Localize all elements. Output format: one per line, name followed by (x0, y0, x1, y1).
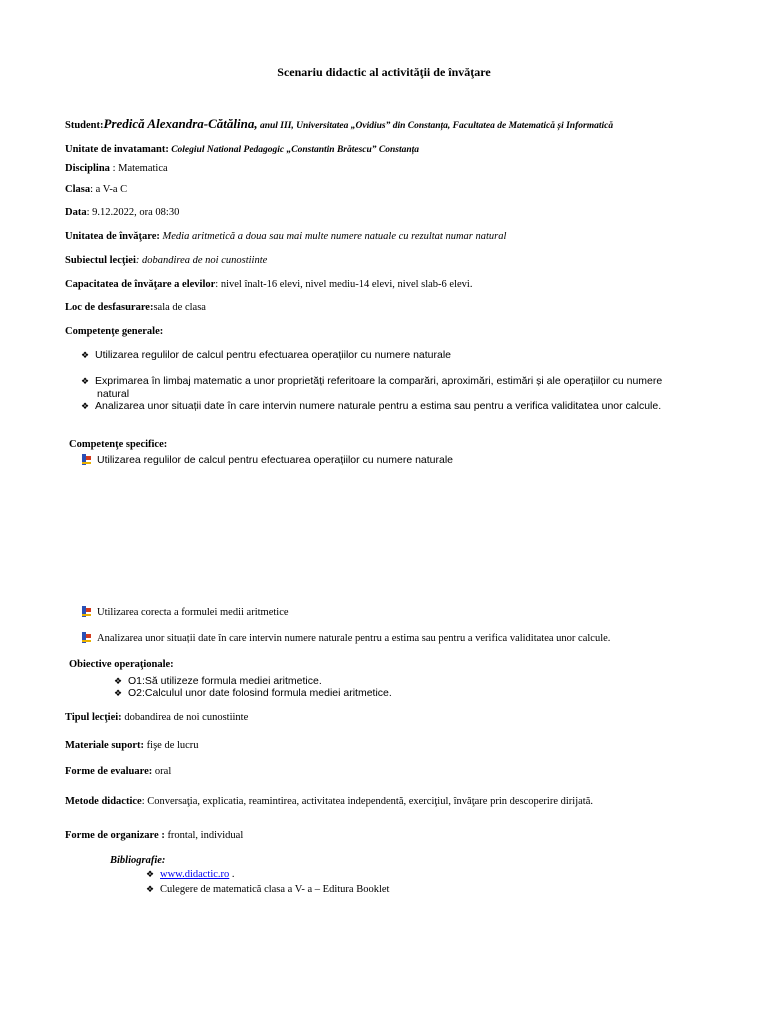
subiectul-value: : dobandirea de noi cunostiinte (135, 255, 268, 266)
student-line (65, 115, 613, 133)
tipul-label: Tipul lecţiei: (65, 712, 122, 723)
materiale-value: fişe de lucru (144, 740, 199, 751)
competente-generale-text: Exprimarea în limbaj matematic a unor proprietăți referitoare la comparări, aproximări, estimări și ale operațiilor cu numere (95, 375, 663, 387)
bibliografie-text: Culegere de matematică clasa a V- a – Editura Booklet (160, 884, 390, 895)
forme-organizare-value: frontal, individual (164, 830, 244, 841)
metode-line (65, 796, 593, 807)
data-label: Data (65, 207, 87, 218)
clasa-label: Clasa (65, 184, 91, 195)
competente-generale-item (81, 375, 662, 387)
metode-label: Metode didactice (65, 796, 142, 807)
tipul-value: dobandirea de noi cunostiinte (121, 712, 249, 723)
forme-evaluare-line (65, 766, 171, 777)
obiective-heading: Obiective operaţionale: (69, 659, 174, 670)
unitatea-invatare-label: Unitatea de învăţare: (65, 231, 160, 242)
competente-generale-continuation: natural (97, 388, 130, 400)
loc-line (65, 302, 206, 313)
unitate-invatamant-value: Colegiul National Pedagogic „Constantin Brătescu” Constanța (168, 145, 420, 155)
unitate-invatamant-line (65, 139, 419, 157)
disciplina-value: : Matematica (109, 163, 168, 174)
competente-specifice-item (81, 454, 453, 466)
competente-specifice-text: Utilizarea regulilor de calcul pentru efectuarea operațiilor cu numere naturale (97, 454, 454, 466)
bibliografie-item (146, 869, 235, 880)
page-title: Scenariu didactic al activităţii de învăţare (277, 65, 491, 79)
flag-bullet-icon (81, 453, 97, 465)
forme-organizare-label: Forme de organizare : (65, 830, 165, 841)
materiale-line (65, 740, 199, 751)
loc-value: sala de clasa (153, 302, 206, 313)
obiective-text: O1:Să utilizeze formula mediei aritmetice. (128, 675, 322, 687)
unitate-invatamant-label: Unitate de invatamant: (65, 144, 169, 155)
bibliografie-heading: Bibliografie: (110, 855, 166, 866)
forme-evaluare-label: Forme de evaluare: (65, 766, 153, 777)
data-line (65, 207, 179, 218)
data-value: : 9.12.2022, ora 08:30 (86, 207, 180, 218)
capacitatea-line (65, 279, 472, 290)
competente-specifice-text: Analizarea unor situații date în care intervin numere naturale pentru a estima sau pentru a verifica validitatea unor calcule. (97, 633, 611, 644)
materiale-label: Materiale suport: (65, 740, 145, 751)
bibliografie-item (146, 884, 389, 895)
obiective-item (114, 687, 392, 699)
student-name: Predică Alexandra-Cătălina, (103, 116, 258, 131)
loc-label: Loc de desfasurare: (65, 302, 154, 313)
unitatea-invatare-line (65, 231, 506, 242)
clasa-value: : a V-a C (90, 184, 128, 195)
competente-generale-heading: Competenţe generale: (65, 326, 164, 337)
diamond-bullet-icon: ❖ (114, 688, 123, 698)
student-details: anul III, Universitatea „Ovidius” din Constanța, Facultatea de Matematică și Informatică (257, 121, 614, 131)
metode-value: : Conversaţia, explicatia, reamintirea, activitatea independentă, exerciţiul, învăţare prin descoperire dirijată. (141, 796, 593, 807)
obiective-item (114, 675, 322, 687)
diamond-bullet-icon: ❖ (114, 676, 123, 686)
diamond-bullet-icon: ❖ (146, 869, 155, 879)
student-label: Student: (65, 120, 104, 131)
competente-specifice-item (81, 607, 289, 618)
forme-evaluare-value: oral (152, 766, 172, 777)
didactic-link[interactable]: www.didactic.ro (160, 869, 230, 880)
forme-organizare-line (65, 830, 243, 841)
competente-generale-text: Utilizarea regulilor de calcul pentru efectuarea operațiilor cu numere naturale (95, 349, 452, 361)
unitatea-invatare-value: Media aritmetică a doua sau mai multe numere natuale cu rezultat numar natural (159, 231, 507, 242)
competente-generale-item (81, 400, 661, 412)
competente-specifice-item (81, 633, 610, 644)
diamond-bullet-icon: ❖ (81, 350, 90, 360)
disciplina-label: Disciplina (65, 163, 110, 174)
diamond-bullet-icon: ❖ (81, 376, 90, 386)
clasa-line (65, 184, 127, 195)
flag-bullet-icon (81, 606, 97, 617)
diamond-bullet-icon: ❖ (146, 884, 155, 894)
disciplina-line (65, 163, 168, 174)
subiectul-label: Subiectul lecţiei (65, 255, 136, 266)
tipul-line (65, 712, 248, 723)
bibliografie-suffix: . (229, 869, 235, 880)
capacitatea-label: Capacitatea de învăţare a elevilor (65, 279, 216, 290)
competente-specifice-text: Utilizarea corecta a formulei medii aritmetice (97, 607, 289, 618)
flag-bullet-icon (81, 632, 97, 643)
competente-generale-item (81, 349, 451, 361)
competente-generale-text: Analizarea unor situații date în care intervin numere naturale pentru a estima sau pentru a verifica validitatea unor calcule. (95, 400, 662, 412)
subiectul-line (65, 255, 267, 266)
diamond-bullet-icon: ❖ (81, 401, 90, 411)
obiective-text: O2:Calculul unor date folosind formula mediei aritmetice. (128, 687, 392, 699)
capacitatea-value: : nivel înalt-16 elevi, nivel mediu-14 elevi, nivel slab-6 elevi. (215, 279, 473, 290)
competente-specifice-heading: Competenţe specifice: (69, 439, 168, 450)
